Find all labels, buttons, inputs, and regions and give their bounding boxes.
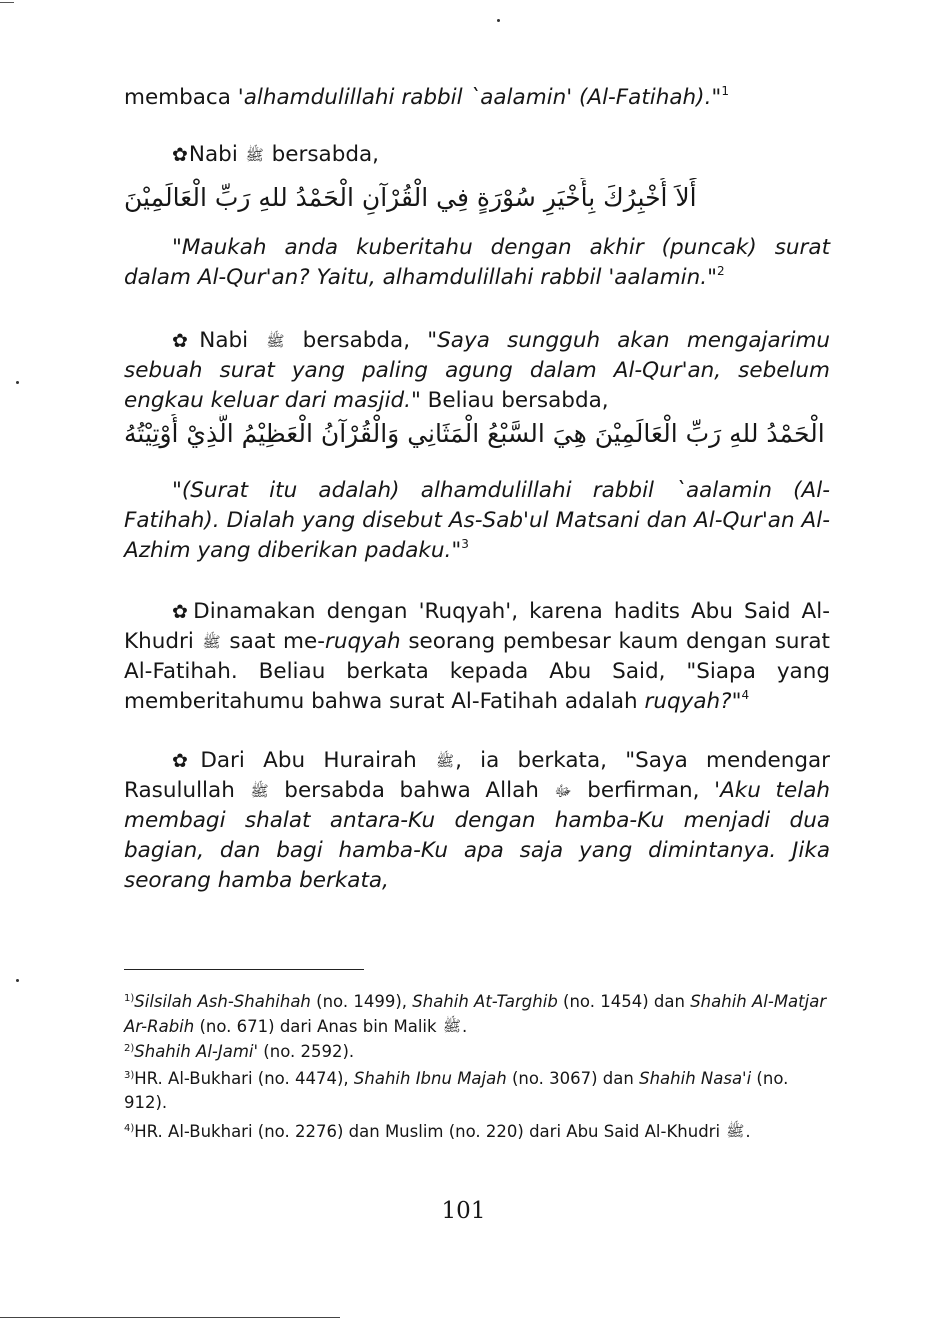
radhiyallahu-honorific-icon: ﷺ — [726, 1122, 745, 1140]
italic-text: Saya sungguh akan mengajarimu sebuah surat yang paling agung dalam Al-Qur'an, sebelum engkau keluar dari masjid. — [124, 328, 831, 413]
paragraph-continuation — [124, 83, 830, 113]
italic-text: Shahih At-Targhib — [412, 992, 558, 1011]
text: membaca ' — [124, 85, 244, 110]
paragraph-nabi-bersabda — [124, 140, 830, 170]
scan-dot — [16, 381, 19, 384]
footnote-3 — [124, 1067, 834, 1115]
text: (no. 671) dari Anas bin Malik — [194, 1017, 442, 1036]
footnote-number: 1) — [124, 993, 135, 1004]
italic-text: Aku telah membagi shalat antara-Ku dengan hamba-Ku menjadi dua bagian, dan bagi hamba-Ku apa saja yang dimintanya. Jika seorang hamba berkata, — [124, 778, 830, 893]
footnote-ref: 2 — [717, 264, 725, 278]
italic-text: Shahih Ibnu Majah — [353, 1069, 507, 1088]
footnote-divider — [124, 969, 364, 970]
flower-ornament-icon: ✿ — [172, 144, 188, 166]
text: Dinamakan dengan 'Ruqyah', karena hadits Abu Said Al-Khudri — [124, 599, 830, 654]
arabic-hadith-text: الْحَمْدُ للهِ رَبِّ الْعَالَمِيْنَ هِيَ السَّبْعُ الْمَثَانِي وَالْقُرْآنُ الْعَظِيْمُ الَّذِيْ أُوْتِيْتُهُ — [124, 419, 825, 448]
footnote-ref: 3 — [461, 537, 469, 551]
footnote-number: 4) — [124, 1123, 135, 1134]
italic-text: Silsilah Ash-Shahihah — [134, 992, 311, 1011]
text: . — [461, 1017, 468, 1036]
footnote-4 — [124, 1119, 834, 1144]
footnote-1 — [124, 990, 834, 1039]
text: HR. Al-Bukhari (no. 4474), — [134, 1069, 354, 1088]
text: (no. 912). — [124, 1069, 789, 1112]
italic-text: ruqyah? — [644, 689, 732, 714]
scan-dot — [497, 19, 500, 22]
italic-text: "Maukah anda kuberitahu dengan akhir (puncak) surat dalam Al-Qur'an? Yaitu, alhamdulillahi rabbil 'aalamin. — [124, 235, 830, 290]
text: seorang pembesar kaum dengan surat Al-Fatihah. Beliau berkata kepada Abu Said, "Siapa yang memberitahumu bahwa surat Al-Fatihah adalah — [124, 629, 830, 714]
footnote-number: 2) — [124, 1043, 135, 1054]
scan-dot — [16, 979, 19, 982]
flower-ornament-icon: ✿ — [172, 750, 200, 772]
radhiyallahu-honorific-icon: ﷺ — [435, 752, 455, 770]
text: " Beliau bersabda, — [410, 388, 609, 413]
text: HR. Al-Bukhari (no. 2276) dan Muslim (no. 220) dari Abu Said Al-Khudri — [134, 1122, 726, 1141]
footnote-ref: 1 — [721, 84, 729, 98]
text: Dari Abu Hurairah — [200, 748, 435, 773]
text: " — [711, 85, 722, 110]
text: Nabi — [188, 142, 245, 167]
text: " — [707, 265, 718, 290]
text: (no. 1499), — [310, 992, 413, 1011]
text: " — [451, 538, 462, 563]
text: bersabda, " — [285, 328, 438, 353]
text: bersabda, — [264, 142, 379, 167]
text: . — [745, 1122, 751, 1141]
italic-text: alhamdulillahi rabbil `aalamin' (Al-Fatihah). — [243, 85, 712, 110]
paragraph-ruqyah — [124, 597, 830, 717]
italic-text: Shahih Nasa'i — [639, 1069, 752, 1088]
salawat-honorific-icon: ﷺ — [266, 332, 285, 350]
flower-ornament-icon: ✿ — [172, 601, 193, 623]
footnote-number: 3) — [124, 1070, 135, 1081]
footnote-2 — [124, 1040, 834, 1064]
text: (no. 1454) dan — [557, 992, 691, 1011]
scan-edge-line — [0, 1317, 340, 1318]
page-number: 101 — [441, 1198, 486, 1224]
radhiyallahu-honorific-icon: ﷺ — [202, 633, 221, 651]
italic-text: "(Surat itu adalah) alhamdulillahi rabbil `aalamin (Al-Fatihah). Dialah yang disebut As-Sab'ul Matsani dan Al-Qur'an Al-Azhim yang diberikan padaku. — [124, 478, 830, 563]
text: bersabda bahwa Allah — [269, 778, 554, 803]
radhiyallahu-honorific-icon: ﷺ — [442, 1017, 461, 1035]
text: berfirman, ' — [572, 778, 721, 803]
paragraph-abu-hurairah — [124, 746, 830, 896]
italic-text: Shahih Al-Matjar Ar-Rabih — [124, 992, 827, 1036]
paragraph-nabi-bersabda-2 — [124, 326, 830, 416]
salawat-honorific-icon: ﷺ — [250, 782, 269, 800]
hadith-translation — [124, 233, 830, 293]
scan-mark — [0, 2, 14, 3]
footnote-ref: 4 — [741, 688, 750, 702]
salawat-honorific-icon: ﷺ — [245, 146, 264, 164]
italic-text: Shahih Al-Jami' — [134, 1042, 259, 1061]
text: , ia berkata, "Saya mendengar Rasulullah — [124, 748, 831, 803]
italic-text: ruqyah — [324, 629, 401, 654]
text: Nabi — [199, 328, 266, 353]
flower-ornament-icon: ✿ — [172, 330, 199, 352]
text: " — [731, 689, 742, 714]
hadith-translation — [124, 476, 830, 566]
text: (no. 2592). — [258, 1042, 355, 1061]
text: saat me- — [221, 629, 325, 654]
arabic-hadith-text: أَلاَ أُخْبِرُكَ بِأَخْيَرِ سُوْرَةٍ فِي الْقُرْآنِ الْحَمْدُ للهِ رَبِّ الْعَالَمِيْنَ — [124, 183, 697, 212]
jalla-jalaluhu-honorific-icon: ﷻ — [554, 782, 572, 800]
text: (no. 3067) dan — [506, 1069, 640, 1088]
